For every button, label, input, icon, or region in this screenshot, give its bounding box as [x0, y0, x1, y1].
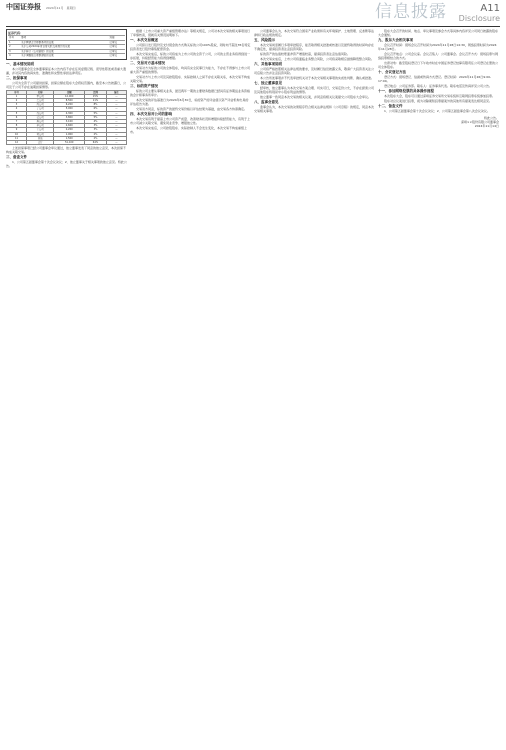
paragraph: 监事会认为，本次交易的决策程序符合相关法律法规和《公司章程》的规定，同意本次交易相关事项。 — [254, 105, 375, 113]
summary-cell: 已审议 — [108, 40, 125, 45]
table-cell: 64% — [85, 140, 107, 144]
table-cell: 甲公司 — [27, 94, 54, 98]
table-cell: 2% — [85, 136, 107, 140]
paragraph: 经审核，独立董事认为本次交易方案合理、切实可行，交易定价公允，不存在损害公司及其他股东特别是中小股东利益的情形。 — [254, 86, 375, 94]
summary-cell: 1 — [8, 40, 20, 45]
column-4 — [378, 29, 499, 741]
table-cell: 2,600 — [54, 124, 85, 128]
table-cell: 5% — [85, 111, 107, 115]
heading: 六、其他事项说明 — [254, 62, 282, 66]
table-cell: 12 — [7, 140, 27, 144]
table-cell: — — [106, 119, 126, 123]
paragraph: 上述担保事项已经公司董事会审议通过，独立董事发表了同意的独立意见，本次担保不构成关联交易。 — [6, 146, 127, 155]
table-cell: 丙公司 — [27, 103, 54, 107]
summary-cell: 关于聘请会计师事务所的议案 — [20, 40, 108, 45]
table-cell: 8% — [85, 103, 107, 107]
summary-cell: 已审议 — [108, 49, 125, 54]
paragraph: 本次交易完成后，公司控股股东、实际控制人不会发生变化，本次交易不构成重组上市。 — [130, 126, 248, 134]
column-1 — [6, 29, 127, 741]
table-cell: 丁公司 — [27, 107, 54, 111]
table-cell: 6% — [85, 107, 107, 111]
table-cell: — — [106, 98, 126, 102]
table-cell: — — [106, 132, 126, 136]
summary-cell: 2 — [8, 45, 20, 50]
table-cell: 5,000 — [54, 107, 85, 111]
heading: 三、标的资产情况 — [130, 84, 158, 88]
paragraph: 1、公司第五届董事会第十次会议决议；2、独立董事关于相关事项的独立意见。特此公告。 — [6, 160, 127, 169]
paragraph: 公司拟以发行股份及支付现金的方式购买标的公司100%股权，同时向不超过35名特定投资者发行股份募集配套资金。 — [130, 43, 251, 51]
summary-row — [8, 54, 125, 58]
table-cell: 3 — [7, 103, 27, 107]
paper-name: 中国证券报 — [6, 2, 41, 11]
paragraph: 本次交易的评估基准日为2024年6月30日，标的资产的评估值以资产评估机构出具的评估报告为准。 — [130, 98, 249, 106]
table-cell: 3,800 — [54, 115, 85, 119]
table-cell: 3% — [85, 128, 107, 132]
masthead-left — [6, 3, 75, 11]
paragraph: 交易对方为标的公司的全体股东，均具有完全民事行为能力，不存在不得参与上市公司重大资产重组的情形。 — [130, 66, 251, 74]
table-cell: 3,100 — [54, 119, 85, 123]
table-cell: — — [106, 111, 126, 115]
paragraph: 本次交易完成后，上市公司将面临业务整合风险，公司将采取相应措施降低整合风险。 — [260, 57, 375, 61]
table-cell: 7 — [7, 119, 27, 123]
summary-cell: 已审议 — [108, 54, 125, 58]
table-cell: 4% — [85, 119, 107, 123]
announcement-date: 2024年11月14日 — [474, 124, 499, 128]
table-cell: 51,100 — [54, 140, 85, 144]
paragraph: 本公告所述事项并不代表审批机关对于本次交易相关事项的实质性判断、确认或批准。 — [260, 76, 375, 80]
summary-cell: 事项 — [20, 36, 108, 41]
column-2 — [130, 29, 251, 741]
heading: 八、监事会意见 — [254, 100, 279, 104]
section-title-en: Disclosure — [458, 14, 500, 23]
column-3 — [254, 29, 375, 741]
table-cell: 1,500 — [54, 136, 85, 140]
table-cell: — — [106, 94, 126, 98]
masthead — [0, 0, 506, 26]
table-cell: 6 — [7, 115, 27, 119]
data-table — [6, 90, 127, 146]
paragraph: 会议召开时间：现场会议召开时间为2024年11月28日14:30，网络投票时间为2024年11月28日。 — [378, 43, 497, 51]
table-cell: 乙公司 — [27, 98, 54, 102]
closing-text: 特此公告。 — [483, 116, 499, 120]
summary-cell: 进展 — [108, 36, 125, 41]
table-cell: 6,200 — [54, 103, 85, 107]
paragraph: 独立董事一致同意本次交易的相关议案，并同意将相关议案提交公司股东大会审议。 — [260, 95, 372, 99]
paragraph: 会议召开地点：公司会议室。会议召集人：公司董事会。会议召开方式：现场投票与网络投票相结合的方式。 — [378, 52, 499, 60]
table-cell: — — [106, 128, 126, 132]
table-cell: — — [106, 124, 126, 128]
signature-block — [378, 116, 499, 128]
table-header-cell: 序号 — [7, 90, 27, 94]
heading: 二、交易对方基本情况 — [130, 61, 165, 65]
company-name: 深圳××股份有限公司董事会 — [460, 120, 499, 124]
summary-cell: 关于公司2024年度日常关联交易预计的议案 — [20, 45, 108, 50]
paragraph: 根据《上市公司重大资产重组管理办法》等相关规定，公司对本次交易的相关事项进行了审慎核查，现就有关情况说明如下。 — [130, 29, 251, 37]
table-cell: 11% — [85, 98, 107, 102]
paragraph: 本次交易有利于提高上市公司资产质量、改善财务状况和增强持续经营能力，有利于上市公司减少关联交易、避免同业竞争、增强独立性。 — [130, 117, 251, 125]
page-number-block — [459, 3, 500, 23]
table-cell: 3% — [85, 124, 107, 128]
table-cell: 10 — [7, 132, 27, 136]
paragraph: 股东对总议案进行投票，视为对除累积投票提案外的其他所有提案表达相同意见。 — [384, 99, 493, 103]
heading: 十二、备查文件 — [378, 104, 403, 108]
table-cell: 1 — [7, 94, 27, 98]
section-title: 信息披露 — [375, 2, 447, 22]
heading: 二、担保事项 — [6, 75, 27, 80]
table-cell: — — [106, 136, 126, 140]
heading: 一、基本情况说明 — [6, 61, 34, 66]
paragraph: 登记方式：现场登记、信函或传真方式登记。登记时间：2024年11月26日9:00-17:00。 — [378, 75, 492, 83]
masthead-rule — [6, 26, 500, 27]
summary-cell: 已审议 — [108, 45, 125, 50]
issue-date: 2024年11月 — [46, 6, 64, 10]
table-cell: 4,300 — [54, 111, 85, 115]
table-cell: 辛公司 — [27, 124, 54, 128]
paragraph: 交易双方同意，标的资产的最终交易价格以评估结果为基础，由交易各方协商确定。 — [136, 107, 248, 111]
table-cell: 戊公司 — [27, 111, 54, 115]
issue-weekday: 星期四 — [66, 6, 76, 10]
table-cell: 1,900 — [54, 132, 85, 136]
table-cell: — — [106, 140, 126, 144]
table-cell: 癸公司 — [27, 132, 54, 136]
paragraph: 标的资产的估值较账面净资产增值较高，提请投资者注意估值风险。 — [260, 52, 351, 56]
paragraph: 公司董事会认为，本次交易符合国家产业政策和有关环境保护、土地管理、反垄断等法律和行政法规的规定。 — [254, 29, 375, 37]
summary-cell: 关于调整独立董事津贴的议案 — [20, 54, 108, 58]
paragraph: 本次交易完成后，标的公司将成为上市公司的全资子公司，公司的主营业务将得到进一步拓展，持续经营能力将得到增强。 — [130, 52, 251, 60]
paragraph: 本公司董事会及全体董事保证本公告内容不存在任何虚假记载、误导性陈述或者重大遗漏，并对其内容的真实性、准确性和完整性承担法律责任。 — [6, 66, 127, 75]
table-cell: — — [106, 103, 126, 107]
heading: 十一、参加网络投票的具体操作流程 — [378, 89, 434, 93]
paragraph: 标的公司主要从事相关业务，最近两年一期的主要财务数据已经具有证券期货业务资格的会计师事务所审计。 — [130, 89, 251, 97]
table-cell: — — [106, 115, 126, 119]
table-cell: 12,000 — [54, 94, 85, 98]
heading: 九、股东大会相关事项 — [378, 38, 413, 42]
table-cell: 15% — [85, 94, 107, 98]
summary-box — [6, 29, 127, 60]
table-row — [7, 140, 127, 144]
paragraph: 公司将严格按照相关法律法规的要求，及时履行信息披露义务，敬请广大投资者关注公司后续公告并注意投资风险。 — [254, 67, 375, 75]
table-cell: — — [106, 107, 126, 111]
table-cell: 5% — [85, 115, 107, 119]
page-number: A11 — [480, 3, 500, 14]
heading: 五、风险提示 — [254, 38, 275, 42]
paragraph: 登记地点：公司证券部。联系人：证券事务代表。联系电话及传真详见公司公告。 — [384, 84, 493, 88]
table-header-cell: 名称 — [27, 90, 54, 94]
paragraph: 股东大会召开的时间、地点、审议事项及参会方式等具体内容详见公司同日披露的股东大会通知。 — [378, 29, 499, 37]
summary-cell: 3 — [8, 49, 20, 54]
summary-cell: 关于修订《公司章程》的议案 — [20, 49, 108, 54]
summary-cell: 4 — [8, 54, 20, 58]
table-cell: 11 — [7, 136, 27, 140]
heading: 十、会议登记方法 — [378, 70, 406, 74]
summary-table — [8, 35, 125, 58]
table-cell: 4 — [7, 107, 27, 111]
heading: 七、独立董事意见 — [254, 81, 282, 85]
table-cell: 己公司 — [27, 115, 54, 119]
table-cell: 8 — [7, 124, 27, 128]
paragraph: 公司为全资子公司提供担保，担保总额在股东大会授权范围内，截至本公告披露日，公司及子公司不存在逾期担保情形。 — [6, 80, 127, 89]
heading: 一、本次交易概述 — [130, 38, 158, 42]
table-header-cell: 金额 — [54, 90, 85, 94]
table-cell: 2,200 — [54, 128, 85, 132]
paragraph: 出席对象：截至股权登记日下午收市时在中国证券登记结算有限责任公司登记在册的公司全体股东。 — [378, 61, 499, 69]
table-cell: 合计 — [27, 140, 54, 144]
table-cell: 庚公司 — [27, 119, 54, 123]
paragraph: 本次股东大会，股东可以通过深圳证券交易所交易系统和互联网投票系统参加投票。 — [384, 94, 496, 98]
paragraph: 本次交易尚需履行多项审批程序，能否取得相关批准或核准以及最终取得的时间均存在不确定性，提请投资者注意投资风险。 — [254, 43, 375, 51]
table-cell: 其他 — [27, 136, 54, 140]
table-cell: 2 — [7, 98, 27, 102]
heading: 四、本次交易对公司的影响 — [130, 112, 172, 116]
table-header-cell: 比例 — [85, 90, 107, 94]
table-cell: 壬公司 — [27, 128, 54, 132]
summary-cell: 序号 — [8, 36, 20, 41]
box-label: 证券代码： — [8, 31, 24, 35]
paragraph: 1、公司第五届董事会第十次会议决议；2、公司第五届监事会第八次会议决议。 — [384, 109, 490, 113]
table-header-cell: 备注 — [106, 90, 126, 94]
heading: 三、备查文件 — [6, 155, 27, 160]
table-cell: 9 — [7, 128, 27, 132]
table-cell: 8,500 — [54, 98, 85, 102]
table-cell: 5 — [7, 111, 27, 115]
paragraph: 交易对方与上市公司及其控股股东、实际控制人之间不存在关联关系，本次交易不构成关联交易。 — [130, 75, 251, 83]
table-cell: 2% — [85, 132, 107, 136]
